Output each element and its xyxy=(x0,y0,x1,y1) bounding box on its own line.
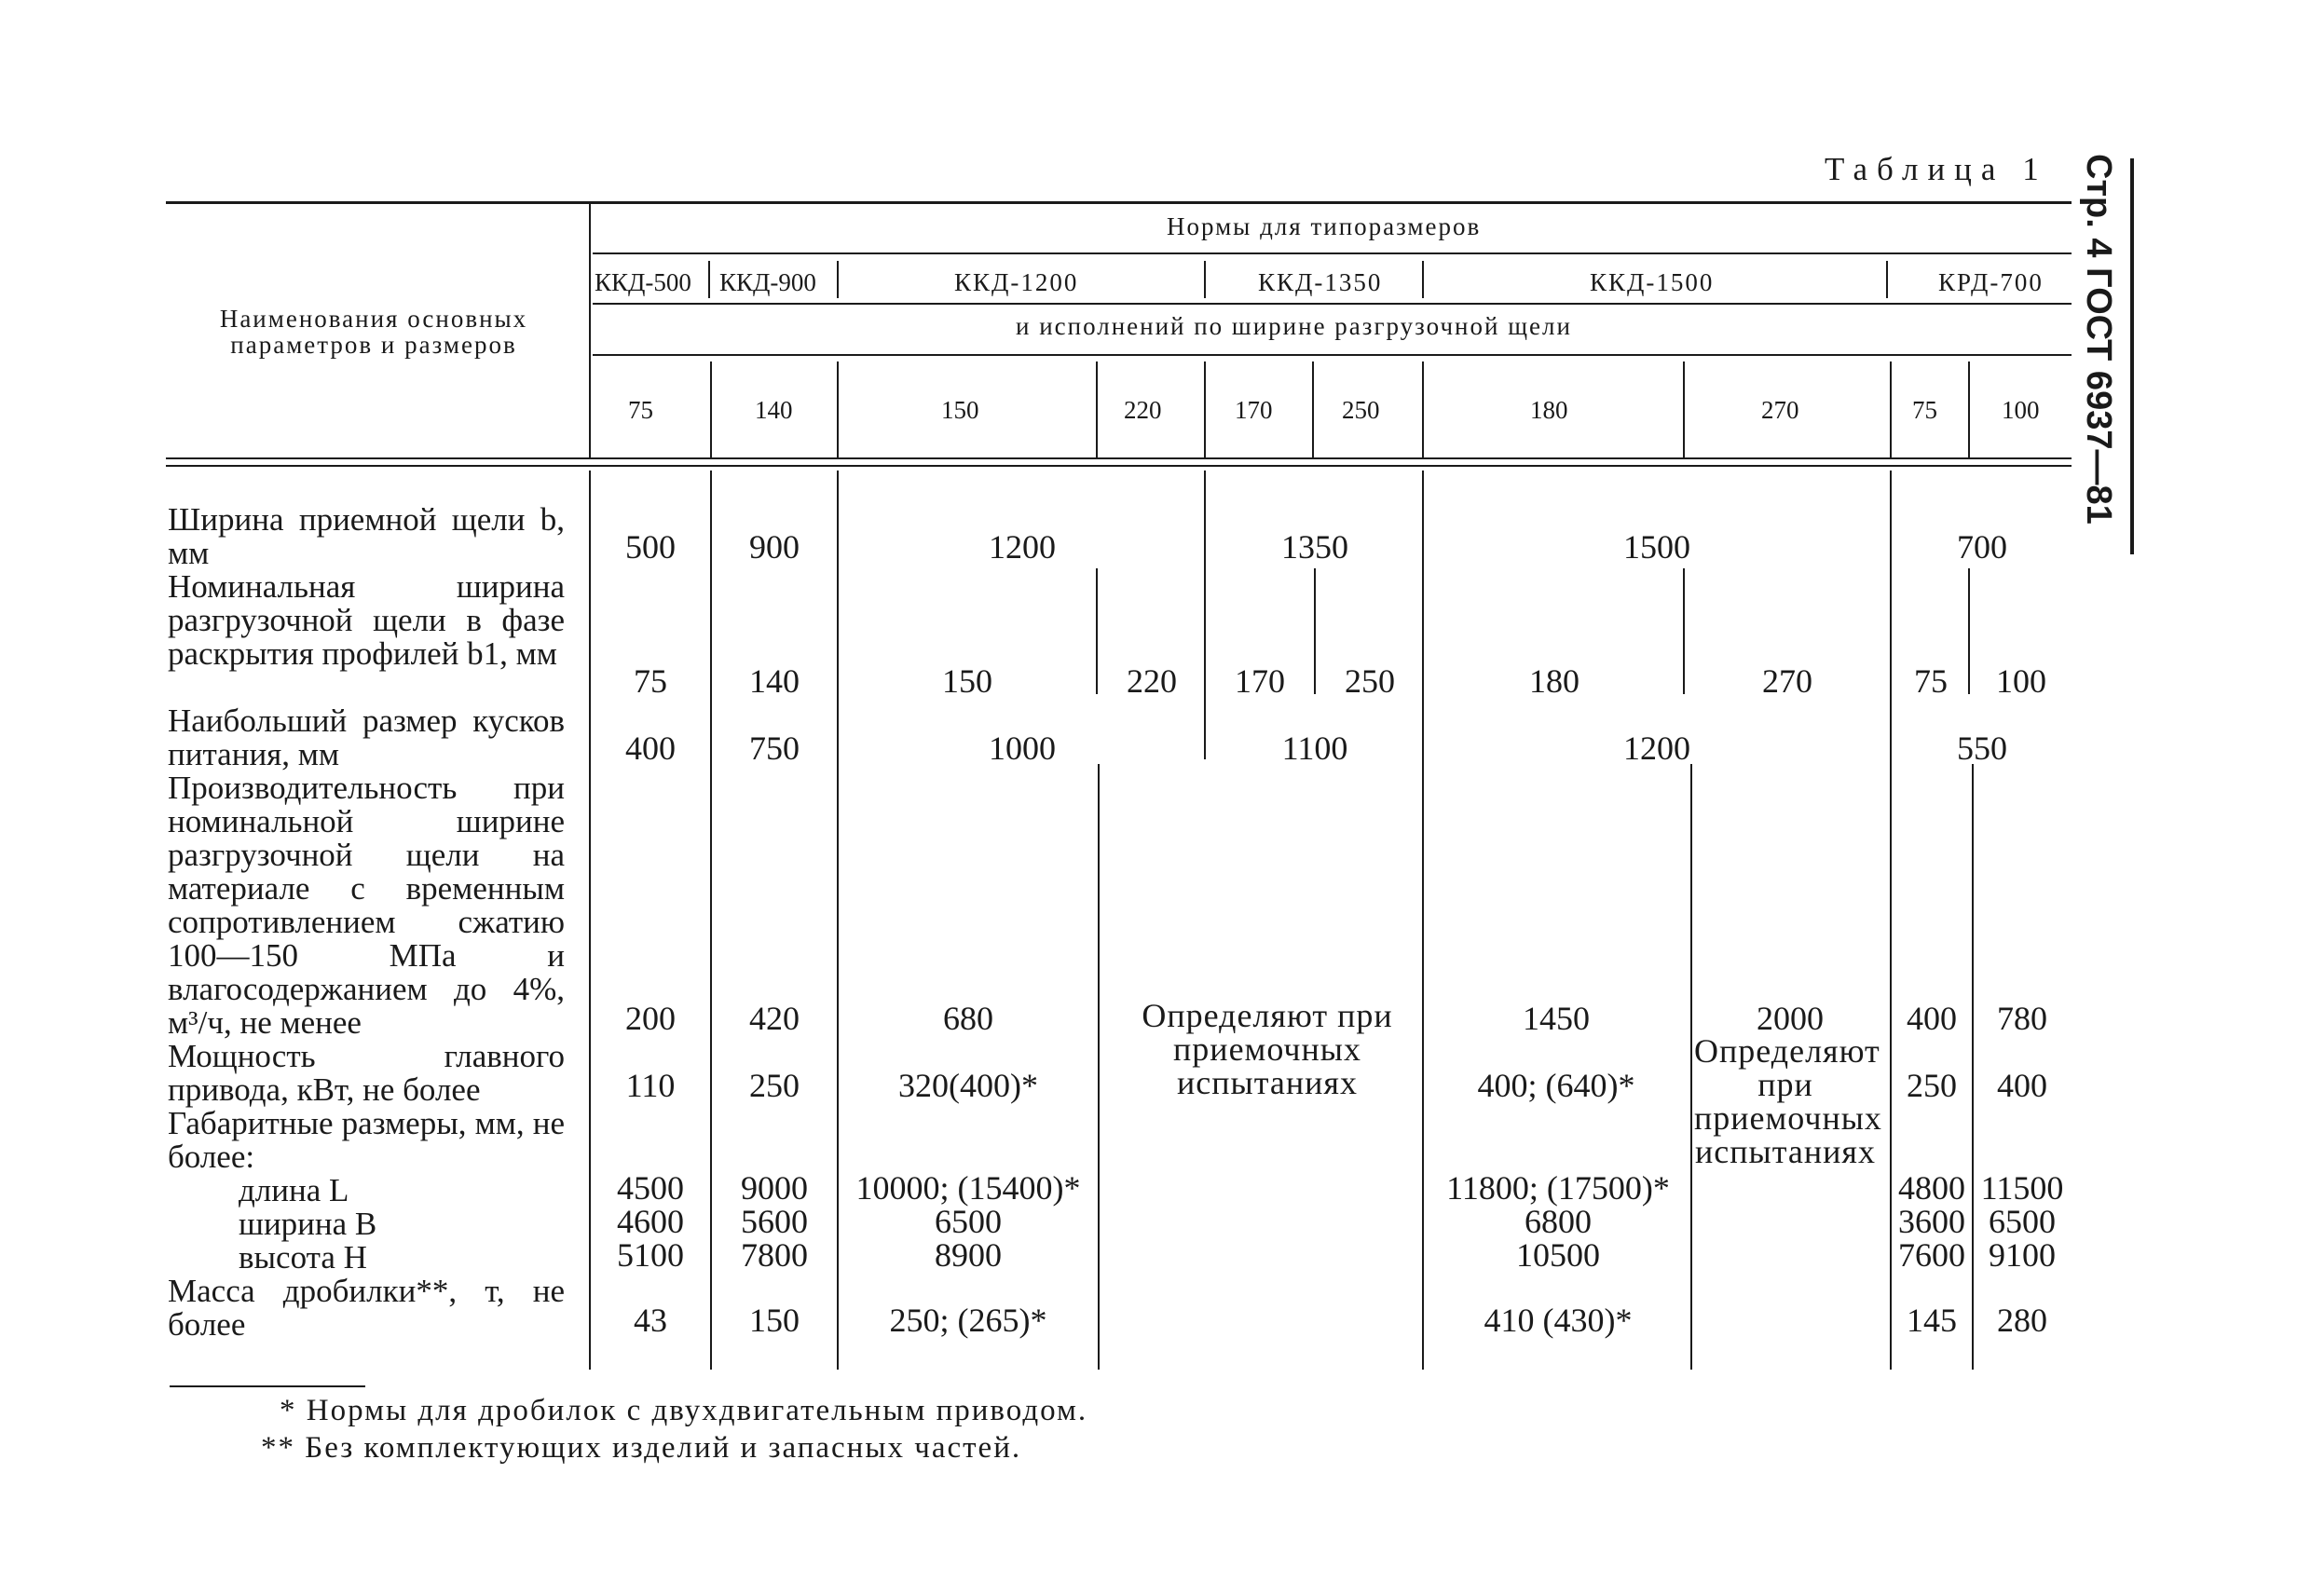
width-header-6: 250 xyxy=(1342,396,1380,424)
model-sep-3 xyxy=(1204,261,1206,298)
exec-rule xyxy=(593,354,2072,356)
cell: 5100 xyxy=(617,1236,684,1274)
cell: 410 (430)* xyxy=(1484,1302,1633,1339)
cell: 150 xyxy=(942,662,992,700)
cell: 700 xyxy=(1957,528,2007,566)
cell: 11500 xyxy=(1980,1169,2064,1207)
cell: 400 xyxy=(1997,1067,2047,1104)
cell: 4800 xyxy=(1898,1169,1965,1207)
cell: 5600 xyxy=(741,1203,808,1240)
model-header-kkd900: ККД-900 xyxy=(719,268,816,296)
cell: 9100 xyxy=(1989,1236,2056,1274)
cell: 2000 xyxy=(1757,1000,1824,1037)
body-rule-4 xyxy=(1096,568,1098,694)
width-header-8: 270 xyxy=(1761,396,1799,424)
width-header-5: 170 xyxy=(1235,396,1273,424)
width-sep-1 xyxy=(710,361,712,457)
footnote-2: ** Без комплектующих изделий и запасных частей. xyxy=(261,1431,1022,1465)
footnote-rule xyxy=(170,1385,365,1387)
row-label-dimensions: Габаритные размеры, мм, не более: xyxy=(168,1105,565,1175)
model-header-kkd500: ККД-500 xyxy=(595,268,691,296)
row-label-capacity: Производительность при номинальной ширине разгрузочной щели на материале с временным сопротивлением сжатию 100—150 МПа и влагосодержанием до 4%, м³/ч, не менее xyxy=(168,770,565,1041)
cell: 11800; (17500)* xyxy=(1446,1169,1670,1207)
model-sep-4 xyxy=(1422,261,1424,298)
cell: 220 xyxy=(1127,662,1177,700)
model-sep-5 xyxy=(1886,261,1888,298)
cell: 6500 xyxy=(1989,1203,2056,1240)
cell: 1000 xyxy=(989,730,1056,767)
cell: 550 xyxy=(1957,730,2007,767)
width-sep-9 xyxy=(1968,361,1970,457)
model-header-kkd1500: ККД-1500 xyxy=(1590,268,1715,296)
row-label-height: высота H xyxy=(239,1239,367,1275)
body-rule-8 xyxy=(1683,568,1685,694)
table-caption: Таблица 1 xyxy=(1825,151,2048,187)
cell: 9000 xyxy=(741,1169,808,1207)
cell: 75 xyxy=(1914,662,1948,700)
header-bottom-rule-1 xyxy=(166,457,2072,459)
cell: 10500 xyxy=(1516,1236,1600,1274)
cell: 4500 xyxy=(617,1169,684,1207)
cell: 250; (265)* xyxy=(889,1302,1047,1339)
width-header-9: 75 xyxy=(1912,396,1937,424)
norms-rule xyxy=(593,252,2072,254)
width-sep-5 xyxy=(1312,361,1314,457)
row-label-mass: Масса дробилки**, т, не более xyxy=(168,1273,565,1343)
body-rule-6 xyxy=(1314,568,1316,694)
model-header-krd700: КРД-700 xyxy=(1938,268,2044,296)
body-rule-8b xyxy=(1690,764,1692,1370)
cell: 420 xyxy=(749,1000,800,1037)
width-sep-6 xyxy=(1422,361,1424,457)
cell: 7800 xyxy=(741,1236,808,1274)
model-sep-2 xyxy=(837,261,839,298)
header-bottom-rule-2 xyxy=(166,465,2072,467)
row-label-drive-power: Мощность главного привода, кВт, не более xyxy=(168,1038,565,1108)
cell: 200 xyxy=(625,1000,676,1037)
param-col-rule xyxy=(589,201,591,457)
width-sep-7 xyxy=(1683,361,1685,457)
cell: 320(400)* xyxy=(898,1067,1038,1104)
cell: 1200 xyxy=(1623,730,1690,767)
model-sep-1 xyxy=(708,261,710,298)
cell: 1500 xyxy=(1623,528,1690,566)
cell: 250 xyxy=(749,1067,800,1104)
cell: 400 xyxy=(625,730,676,767)
row-label-inlet-width: Ширина приемной щели b, мм xyxy=(168,501,565,571)
cell: 180 xyxy=(1529,662,1579,700)
body-rule-7 xyxy=(1422,471,1424,1370)
cell: 110 xyxy=(625,1067,676,1104)
cell: 500 xyxy=(625,528,676,566)
body-rule-10 xyxy=(1968,568,1970,694)
width-sep-3 xyxy=(1096,361,1098,457)
body-rule-2 xyxy=(710,471,712,1370)
width-header-1: 75 xyxy=(628,396,653,424)
norms-header: Нормы для типоразмеров xyxy=(1167,212,1482,240)
note-kkd1350: Определяют при приемочных испытаниях xyxy=(1142,997,1393,1101)
cell: 270 xyxy=(1762,662,1812,700)
cell: 4600 xyxy=(617,1203,684,1240)
table-top-rule xyxy=(166,201,2072,204)
cell: 750 xyxy=(749,730,800,767)
width-sep-4 xyxy=(1204,361,1206,457)
row-label-max-lump: Наибольший размер кусков питания, мм xyxy=(168,703,565,772)
body-rule-1 xyxy=(589,471,591,1370)
cell: 250 xyxy=(1345,662,1395,700)
width-header-2: 140 xyxy=(755,396,793,424)
body-rule-5 xyxy=(1204,471,1206,759)
cell: 43 xyxy=(634,1302,667,1339)
note-kkd1500-270: Определяют при приемочных испытаниях xyxy=(1694,1032,1882,1170)
cell: 10000; (15400)* xyxy=(855,1169,1081,1207)
width-header-4: 220 xyxy=(1124,396,1162,424)
cell: 170 xyxy=(1235,662,1285,700)
cell: 3600 xyxy=(1898,1203,1965,1240)
side-rule xyxy=(2130,158,2134,554)
cell: 250 xyxy=(1907,1067,1957,1104)
width-header-10: 100 xyxy=(2002,396,2040,424)
cell: 75 xyxy=(634,662,667,700)
cell: 1100 xyxy=(1281,730,1348,767)
width-header-7: 180 xyxy=(1530,396,1568,424)
cell: 900 xyxy=(749,528,800,566)
cell: 1200 xyxy=(989,528,1056,566)
cell: 680 xyxy=(943,1000,993,1037)
cell: 1450 xyxy=(1523,1000,1590,1037)
cell: 140 xyxy=(749,662,800,700)
exec-header: и исполнений по ширине разгрузочной щели xyxy=(1016,312,1572,340)
width-header-3: 150 xyxy=(941,396,979,424)
body-rule-9 xyxy=(1890,471,1892,1370)
param-header: Наименования основных параметров и размеров xyxy=(219,305,528,359)
cell: 1350 xyxy=(1281,528,1348,566)
cell: 400; (640)* xyxy=(1477,1067,1635,1104)
footnote-1: * Нормы для дробилок с двухдвигательным приводом. xyxy=(280,1394,1088,1427)
cell: 400 xyxy=(1907,1000,1957,1037)
width-sep-2 xyxy=(837,361,839,457)
page-header-vertical: Стр. 4 ГОСТ 6937—81 xyxy=(2079,154,2118,525)
cell: 780 xyxy=(1997,1000,2047,1037)
cell: 6500 xyxy=(935,1203,1002,1240)
cell: 280 xyxy=(1997,1302,2047,1339)
model-header-kkd1200: ККД-1200 xyxy=(954,268,1079,296)
row-label-width: ширина B xyxy=(239,1206,377,1242)
row-label-length: длина L xyxy=(239,1172,349,1208)
cell: 145 xyxy=(1907,1302,1957,1339)
cell: 6800 xyxy=(1525,1203,1592,1240)
model-header-kkd1350: ККД-1350 xyxy=(1258,268,1383,296)
body-rule-3 xyxy=(837,471,839,1370)
width-sep-8 xyxy=(1890,361,1892,457)
cell: 100 xyxy=(1996,662,2046,700)
cell: 8900 xyxy=(935,1236,1002,1274)
row-label-discharge-width: Номинальная ширина разгрузочной щели в фазе раскрытия профилей b1, мм xyxy=(168,568,565,672)
body-rule-4b xyxy=(1098,764,1100,1370)
cell: 7600 xyxy=(1898,1236,1965,1274)
models-rule xyxy=(593,303,2072,305)
cell: 150 xyxy=(749,1302,800,1339)
